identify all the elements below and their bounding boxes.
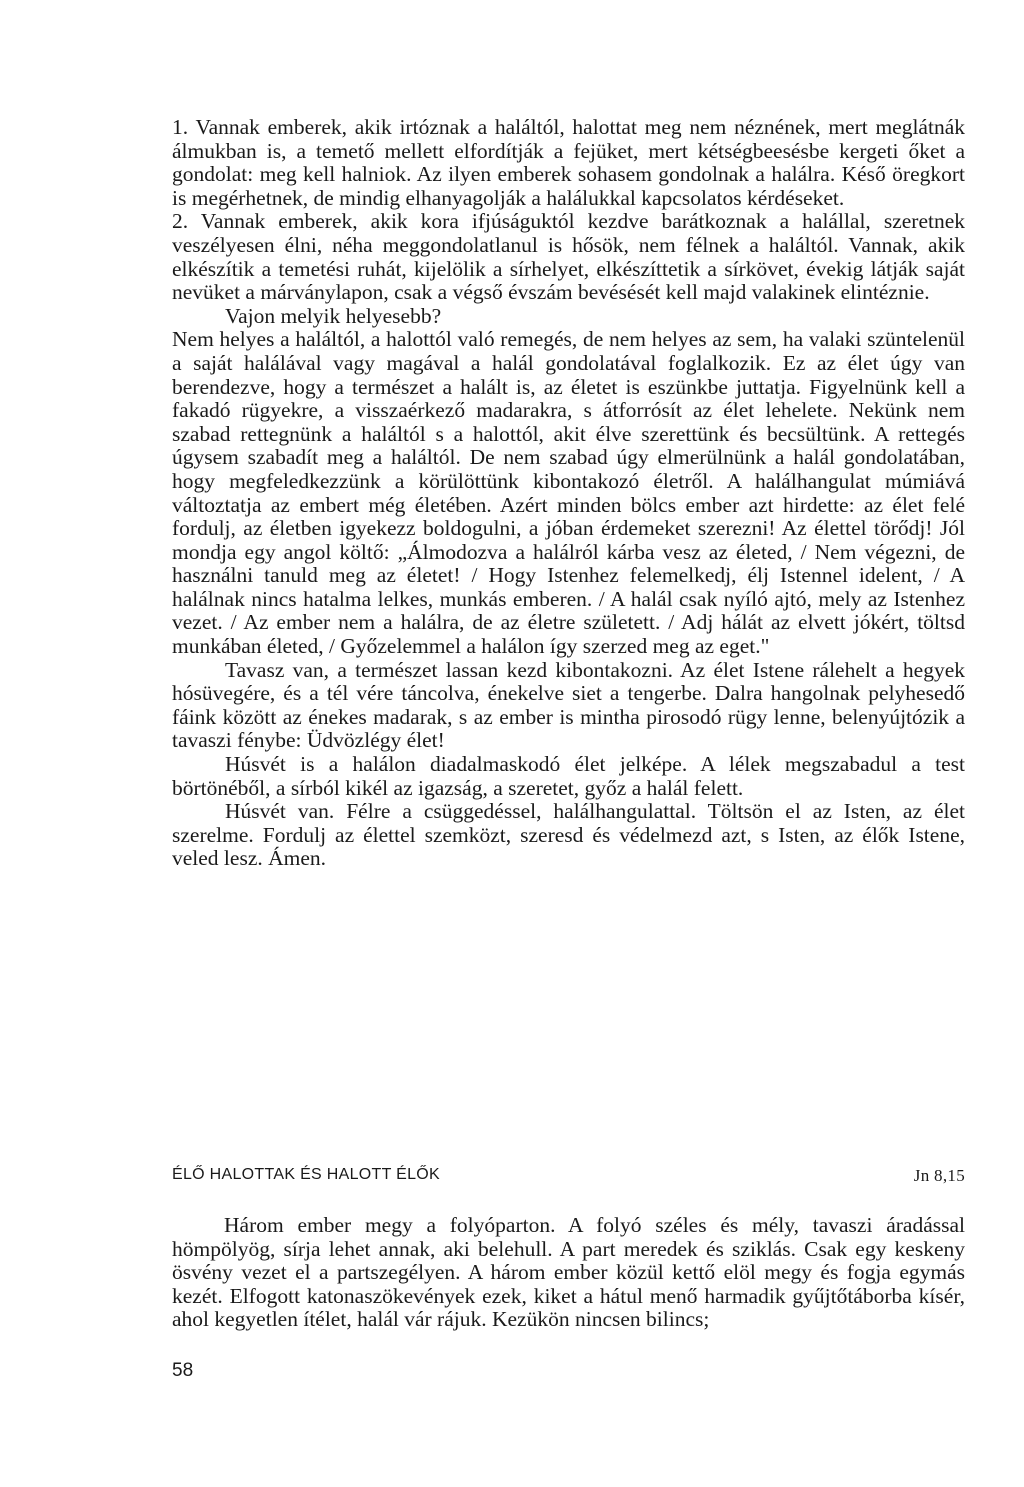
section-paragraph-1: Három ember megy a folyóparton. A folyó széles és mély, tavaszi áradással hömpölyög, sírja lehet annak, aki belehull. A part meredek és sziklás. Csak egy keskeny ösvény vezet el a partszegélyen. A három ember közül kettő elöl megy és fogja egymás kezét. Elfogott katonaszökevények ezek, kiket a hátul menő harmadik gyűjtőtáborba kísér, ahol kegyetlen ítélet, halál vár rájuk. Kezükön nincsen bilincs; — [172, 1213, 965, 1332]
paragraph-4: Nem helyes a haláltól, a halottól való remegés, de nem helyes az sem, ha valaki szüntelenül a saját halálával vagy magával a halál gondolatával foglalkozik. Ez az élet úgy van berendezve, hogy a természet a halált is, az életet is eszünkbe juttatja. Figyelnünk kell a fakadó rügyekre, a visszaérkező madarakra, s átforrósít az élet lehelete. Nekünk nem szabad rettegnünk a haláltól s a halottól, akit élve szerettünk és becsültünk. A rettegés úgysem szabadít meg a haláltól. De nem szabad úgy elmerülnünk a halál gondolatában, hogy megfeledkezzünk a körülöttünk kibontakozó életről. A halálhangulat múmiává változtatja az embert még életében. Azért minden bölcs ember azt hirdette: az élet felé fordulj, az életben igyekezz boldogulni, a jóban érdemeket szerezni! Az élettel törődj! Jól mondja egy angol költő: „Álmodozva a halálról kárba vesz az életed, / Nem végezni, de használni tanuld meg az életet! / Hogy Istenhez felemelkedj, élj Istennel idelent, / A halálnak nincs hatalma lelkes, munkás emberen. / A halál csak nyíló ajtó, mely az Istenhez vezet. / Az ember nem a halálra, de az életre született. / Adj hálát az elvett jókért, töltsd munkában életed, / Győzelemmel a halálon így szerzed meg az eget." — [172, 327, 965, 659]
section-title: ÉLŐ HALOTTAK ÉS HALOTT ÉLŐK — [172, 1166, 441, 1183]
paragraph-7: Húsvét van. Félre a csüggedéssel, halálhangulattal. Töltsön el az Isten, az élet szerelme. Fordulj az élettel szemközt, szeresd és védelmezd azt, s Isten, az élők Istene, veled lesz. Ámen. — [172, 799, 965, 871]
page-number: 58 — [172, 1360, 194, 1381]
body-text-top — [172, 116, 965, 871]
paragraph-5: Tavasz van, a természet lassan kezd kibontakozni. Az élet Istene rálehelt a hegyek hósüvegére, és a tél vére táncolva, énekelve siet a tengerbe. Dalra hangolnak pelyhesedő fáink között az énekes madarak, s az ember is mintha pirosodó rügy lenne, belenyújtózik a tavaszi fénybe: Üdvözlégy élet! — [172, 657, 965, 753]
paragraph-6: Húsvét is a halálon diadalmaskodó élet jelképe. A lélek megszabadul a test börtönéből, a sírból kikél az igazság, a szeretet, győz a halál felett. — [172, 752, 965, 800]
paragraph-1: 1. Vannak emberek, akik irtóznak a haláltól, halottat meg nem néznének, mert meglátnák álmukban is, a temető mellett elfordítják a fejüket, mert kétségbeesésbe kergeti őket a gondolat: meg kell halniok. Az ilyen emberek sohasem gondolnak a halálra. Késő öregkort is megérhetnek, de mindig elhanyagolják a halálukkal kapcsolatos kérdéseket. — [172, 115, 965, 210]
body-text-bottom — [172, 1214, 965, 1332]
paragraph-question: Vajon melyik helyesebb? — [225, 303, 442, 328]
paragraph-2: 2. Vannak emberek, akik kora ifjúságuktól kezdve barátkoznak a halállal, szeretnek veszélyesen élni, néha meggondolatlanul is hősök, nem félnek a haláltól. Vannak, akik elkészítik a temetési ruhát, kijelölik a sírhelyet, elkészíttetik a sírkövet, évekig látják saját nevüket a márványlapon, csak a végső évszám bevésését kell majd valakinek elintéznie. — [172, 209, 965, 305]
scripture-reference: Jn 8,15 — [913, 1166, 965, 1185]
